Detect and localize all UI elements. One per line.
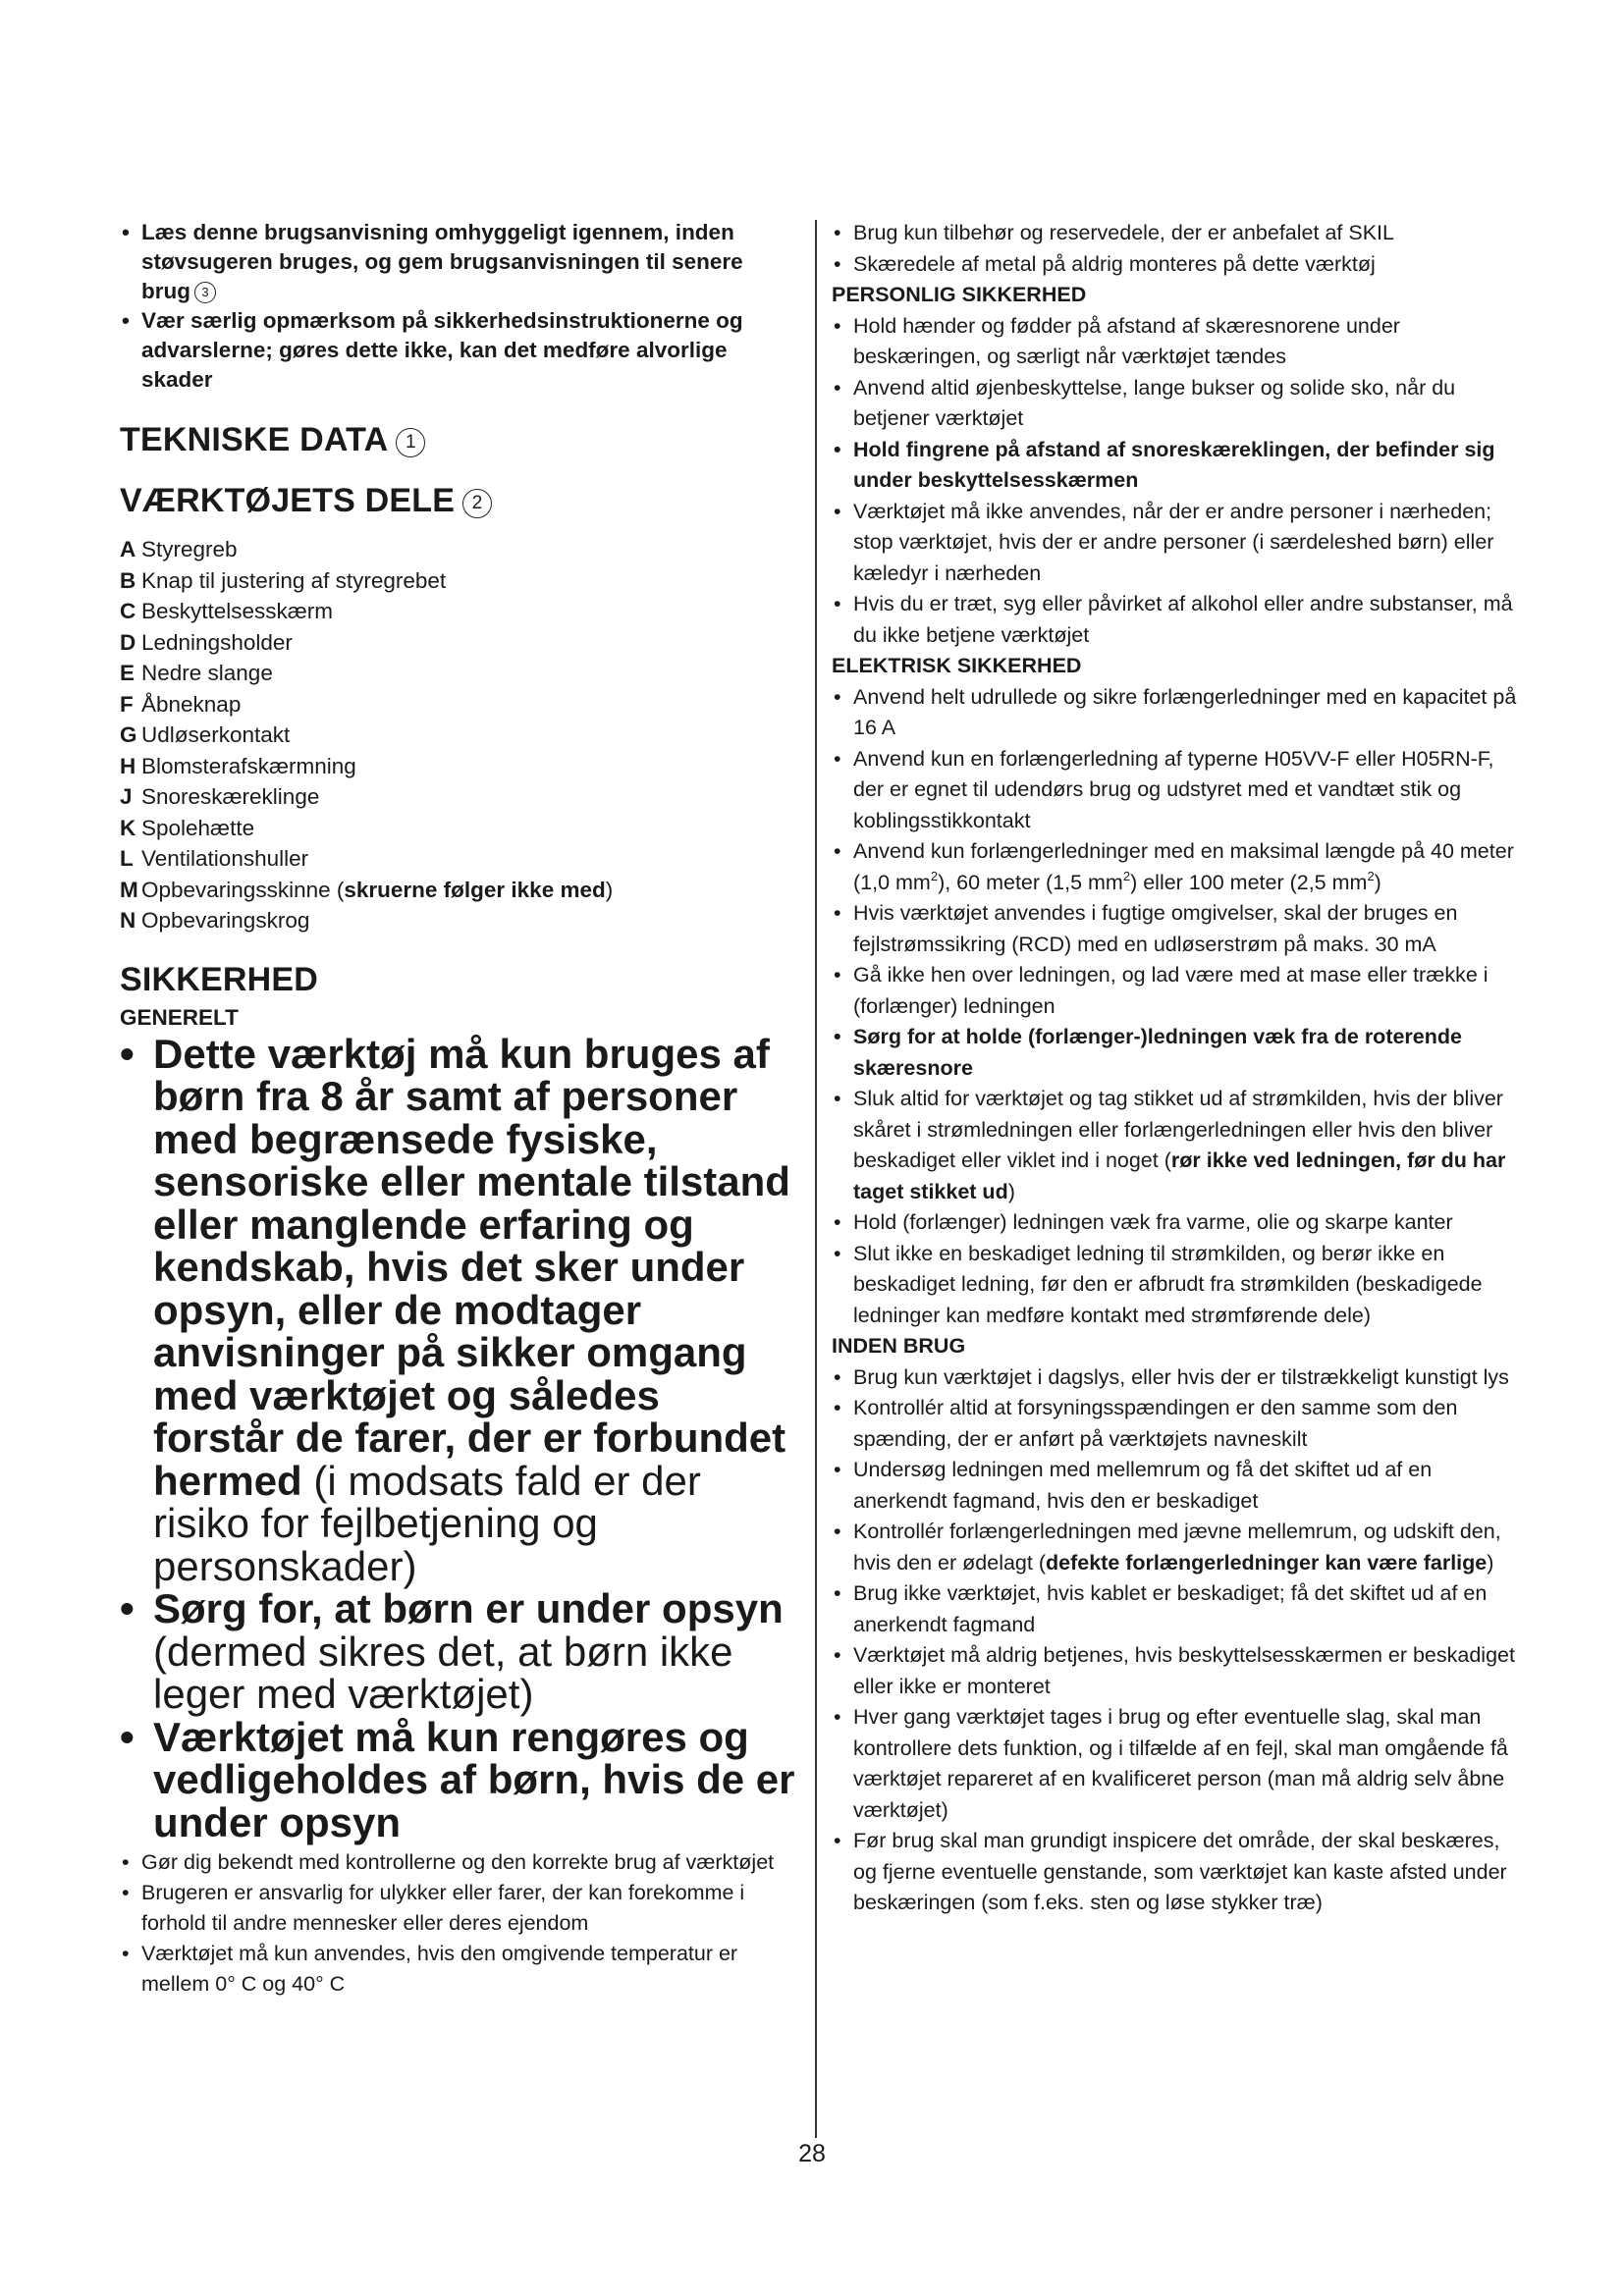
safety-heading: SIKKERHED [120, 960, 319, 998]
figure-reference-badge: 2 [462, 489, 492, 518]
list-item: H Blomsterafskærmning [120, 753, 356, 778]
list-item: • Anvend helt udrullede og sikre forlængerledninger med en kapacitet på 16 A [832, 682, 1519, 744]
list-item: C Beskyttelsesskærm [120, 599, 334, 623]
list-item: D Ledningsholder [120, 629, 293, 655]
list-item: • Slut ikke en beskadiget ledning til strømkilden, og berør ikke en beskadiget ledning, før den er afbrudt fra strømkilden (beskadigede ledninger kan medføre kontakt med strømførende dele) [832, 1239, 1519, 1332]
list-item: • Før brug skal man grundigt inspicere det område, der skal beskæres, og fjerne eventuelle genstande, som værktøjet kan kaste afsted under beskæringen (som f.eks. sten og løse stykker træ) [832, 1826, 1519, 1919]
general-heading: GENERELT [120, 1004, 239, 1030]
list-item: M Opbevaringsskinne (skruerne følger ikke med) [120, 877, 614, 902]
list-item: L Ventilationshuller [120, 846, 309, 871]
list-item: • Kontrollér forlængerledningen med jævne mellemrum, og udskift den, hvis den er ødelagt (defekte forlængerledninger kan være farlige) [832, 1517, 1519, 1578]
right-column [832, 218, 1519, 1919]
list-item: • Kontrollér altid at forsyningsspændingen er den samme som den spænding, der er anført på værktøjets navneskilt [832, 1393, 1519, 1455]
list-item: • Værktøjet må kun rengøres og vedligeholdes af børn, hvis de er under opsyn [120, 1716, 797, 1844]
list-item: • Anvend kun forlængerledninger med en maksimal længde på 40 meter (1,0 $mm^2$), 60 meter (1,5 $mm^2$) eller 100 meter (2,5 $mm^2$) [832, 836, 1519, 898]
list-item: • Brug kun tilbehør og reservedele, der er anbefalet af SKIL [832, 218, 1519, 249]
list-item: • Sørg for, at børn er under opsyn (dermed sikres det, at børn ikke leger med værktøjet) [120, 1587, 797, 1716]
personal-safety-list [832, 311, 1519, 652]
intro-list [120, 218, 797, 395]
electric-safety-list [832, 682, 1519, 1332]
figure-reference-badge: 3 [194, 282, 216, 303]
list-item: • Anvend altid øjenbeskyttelse, lange bukser og solide sko, når du betjener værktøjet [832, 373, 1519, 435]
list-item: F Åbneknap [120, 691, 242, 717]
list-item: • Dette værktøj må kun bruges af børn fra 8 år samt af personer med begrænsede fysiske, sensoriske eller mentale tilstand eller manglende erfaring og kendskab, hvis det sker under opsyn, eller de modtager anvisninger på sikker omgang med værktøjet og således forstår de farer, der er forbundet hermed (i modsats fald er der risiko for fejlbetjening og personskader) [120, 1033, 797, 1588]
list-item: • Brug kun værktøjet i dagslys, eller hvis der er tilstrækkeligt kunstigt lys [832, 1362, 1519, 1394]
electric-safety-heading: ELEKTRISK SIKKERHED [832, 654, 1082, 677]
before-use-list [832, 1362, 1519, 1919]
big-warning-list [120, 1030, 797, 1845]
list-item: • Hvis værktøjet anvendes i fugtige omgivelser, skal der bruges en fejlstrømssikring (RCD) med en udløserstrøm på maks. 30 mA [832, 898, 1519, 960]
list-item: • Værktøjet må aldrig betjenes, hvis beskyttelsesskærmen er beskadiget eller ikke er monteret [832, 1640, 1519, 1702]
personal-safety-heading: PERSONLIG SIKKERHED [832, 283, 1087, 306]
list-item: K Spolehætte [120, 815, 255, 840]
list-item: • Vær særlig opmærksom på sikkerhedsinstruktionerne og advarslerne; gøres dette ikke, kan det medføre alvorlige skader [120, 306, 797, 395]
list-item: • Hver gang værktøjet tages i brug og efter eventuelle slag, skal man kontrollere dets funktion, og i tilfælde af en fejl, skal man omgående få værktøjet repareret af en kvalificeret person (man må aldrig selv åbne værktøjet) [832, 1702, 1519, 1826]
column-divider [815, 220, 817, 2138]
list-item: • Brug ikke værktøjet, hvis kablet er beskadiget; få det skiftet ud af en anerkendt fagmand [832, 1578, 1519, 1640]
list-item: A Styregreb [120, 537, 238, 561]
list-item: G Udløserkontakt [120, 722, 291, 747]
list-item: • Undersøg ledningen med mellemrum og få det skiftet ud af en anerkendt fagmand, hvis den er beskadiget [832, 1455, 1519, 1517]
list-item: N Opbevaringskrog [120, 908, 310, 933]
list-item: B Knap til justering af styregrebet [120, 567, 447, 593]
list-item: • Sluk altid for værktøjet og tag stikket ud af strømkilden, hvis der bliver skåret i strømledningen eller forlængerledningen eller hvis den bliver beskadiget eller viklet ind i noget (rør ikke ved ledningen, før du har taget stikket ud) [832, 1084, 1519, 1207]
before-use-heading: INDEN BRUG [832, 1334, 966, 1358]
list-item: • Hold (forlænger) ledningen væk fra varme, olie og skarpe kanter [832, 1207, 1519, 1239]
list-item: • Værktøjet må kun anvendes, hvis den omgivende temperatur er mellem 0° C og 40° C [120, 1939, 797, 2000]
accessory-list [832, 218, 1519, 280]
list-item: E Nedre slange [120, 661, 273, 685]
parts-heading: VÆRKTØJETS DELE 2 [120, 481, 797, 520]
parts-list [120, 534, 797, 936]
list-item: J Snoreskæreklinge [120, 784, 320, 809]
left-column [120, 218, 797, 2000]
figure-reference-badge: 1 [396, 428, 425, 457]
list-item: • Brugeren er ansvarlig for ulykker eller farer, der kan forekomme i forhold til andre mennesker eller deres ejendom [120, 1878, 797, 1939]
page-number: 28 [798, 2140, 826, 2167]
list-item: • Anvend kun en forlængerledning af typerne H05VV-F eller H05RN-F, der er egnet til udendørs brug og udstyret med et vandtæt stik og koblingsstikkontakt [832, 744, 1519, 837]
list-item: • Hold fingrene på afstand af snoreskæreklingen, der befinder sig under beskyttelsesskærmen [832, 435, 1519, 497]
list-item: • Hvis du er træt, syg eller påvirket af alkohol eller andre substanser, må du ikke betjene værktøjet [832, 589, 1519, 651]
list-item: • Gør dig bekendt med kontrollerne og den korrekte brug af værktøjet [120, 1847, 797, 1878]
list-item: • Læs denne brugsanvisning omhyggeligt igennem, inden støvsugeren bruges, og gem brugsanvisningen til senere brug 3 [120, 218, 797, 306]
tech-data-heading: TEKNISKE DATA 1 [120, 420, 797, 459]
list-item: • Sørg for at holde (forlænger-)ledningen væk fra de roterende skæresnore [832, 1022, 1519, 1084]
list-item: • Værktøjet må ikke anvendes, når der er andre personer i nærheden; stop værktøjet, hvis der er andre personer (i særdeleshed børn) eller kæledyr i nærheden [832, 497, 1519, 590]
list-item: • Skæredele af metal på aldrig monteres på dette værktøj [832, 249, 1519, 281]
list-item: • Hold hænder og fødder på afstand af skæresnorene under beskæringen, og særligt når værktøjet tændes [832, 311, 1519, 373]
general-list [120, 1847, 797, 2000]
list-item: • Gå ikke hen over ledningen, og lad være med at mase eller trække i (forlænger) ledningen [832, 960, 1519, 1022]
